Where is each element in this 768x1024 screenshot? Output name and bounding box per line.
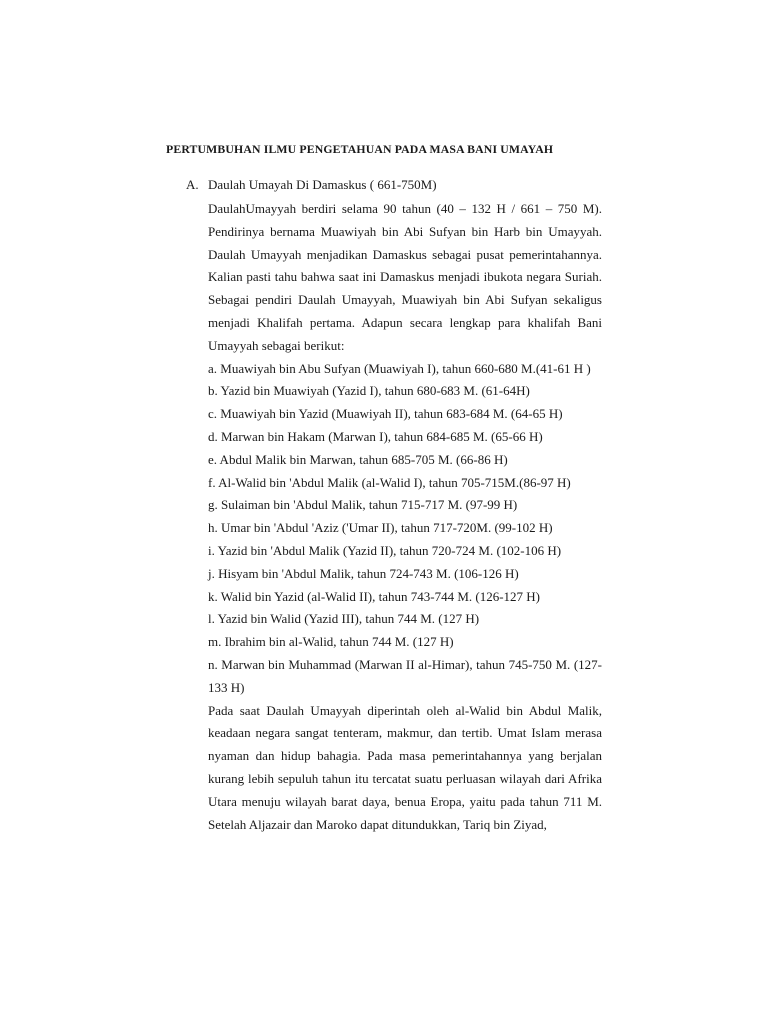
closing-paragraph: Pada saat Daulah Umayyah diperintah oleh al-Walid bin Abdul Malik, keadaan negara sangat tenteram, makmur, dan tertib. Umat Islam merasa nyaman dan hidup bahagia. Pada masa pemerintahannya yang berjalan kurang lebih sepuluh tahun itu tercatat suatu perluasan wilayah dari Afrika Utara menuju wilayah barat daya, benua Eropa, yaitu pada tahun 711 M. Setelah Aljazair dan Maroko dapat ditundukkan, Tariq bin Ziyad, — [208, 702, 602, 832]
list-item: h. Umar bin 'Abdul 'Aziz ('Umar II), tahun 717-720M. (99-102 H) — [208, 520, 553, 536]
section-heading-text: Daulah Umayah Di Damaskus ( 661-750M) — [208, 177, 437, 192]
caliph-list — [208, 358, 602, 700]
list-item: g. Sulaiman bin 'Abdul Malik, tahun 715-717 M. (97-99 H) — [208, 497, 518, 513]
list-item: e. Abdul Malik bin Marwan, tahun 685-705 M. (66-86 H) — [208, 451, 508, 467]
body-block — [208, 198, 602, 836]
list-item: l. Yazid bin Walid (Yazid III), tahun 744 M. (127 H) — [208, 611, 480, 627]
section-heading — [186, 177, 606, 193]
list-item: i. Yazid bin 'Abdul Malik (Yazid II), tahun 720-724 M. (102-106 H) — [208, 542, 562, 558]
page-title: PERTUMBUHAN ILMU PENGETAHUAN PADA MASA BANI UMAYAH — [166, 142, 554, 156]
list-item: f. Al-Walid bin 'Abdul Malik (al-Walid I), tahun 705-715M.(86-97 H) — [208, 474, 571, 490]
section-letter: A. — [186, 177, 199, 192]
list-item: j. Hisyam bin 'Abdul Malik, tahun 724-743 M. (106-126 H) — [208, 565, 519, 581]
list-item: m. Ibrahim bin al-Walid, tahun 744 M. (127 H) — [208, 634, 454, 650]
list-item: a. Muawiyah bin Abu Sufyan (Muawiyah I), tahun 660-680 M.(41-61 H ) — [208, 360, 591, 376]
intro-paragraph: DaulahUmayyah berdiri selama 90 tahun (40 – 132 H / 661 – 750 M). Pendirinya bernama Muawiyah bin Abi Sufyan bin Harb bin Umayyah. Daulah Umayyah menjadikan Damaskus sebagai pusat pemerintahannya. Kalian pasti tahu bahwa saat ini Damaskus menjadi ibukota negara Suriah. Sebagai pendiri Daulah Umayyah, Muawiyah bin Abi Sufyan sekaligus menjadi Khalifah pertama. Adapun secara lengkap para khalifah Bani Umayyah sebagai berikut: — [208, 201, 602, 353]
list-item: k. Walid bin Yazid (al-Walid II), tahun 743-744 M. (126-127 H) — [208, 588, 541, 604]
list-item: c. Muawiyah bin Yazid (Muawiyah II), tahun 683-684 M. (64-65 H) — [208, 406, 563, 422]
list-item: d. Marwan bin Hakam (Marwan I), tahun 684-685 M. (65-66 H) — [208, 428, 543, 444]
list-item: n. Marwan bin Muhammad (Marwan II al-Himar), tahun 745-750 M. (127-133 H) — [208, 656, 602, 695]
list-item: b. Yazid bin Muawiyah (Yazid I), tahun 680-683 M. (61-64H) — [208, 383, 530, 399]
